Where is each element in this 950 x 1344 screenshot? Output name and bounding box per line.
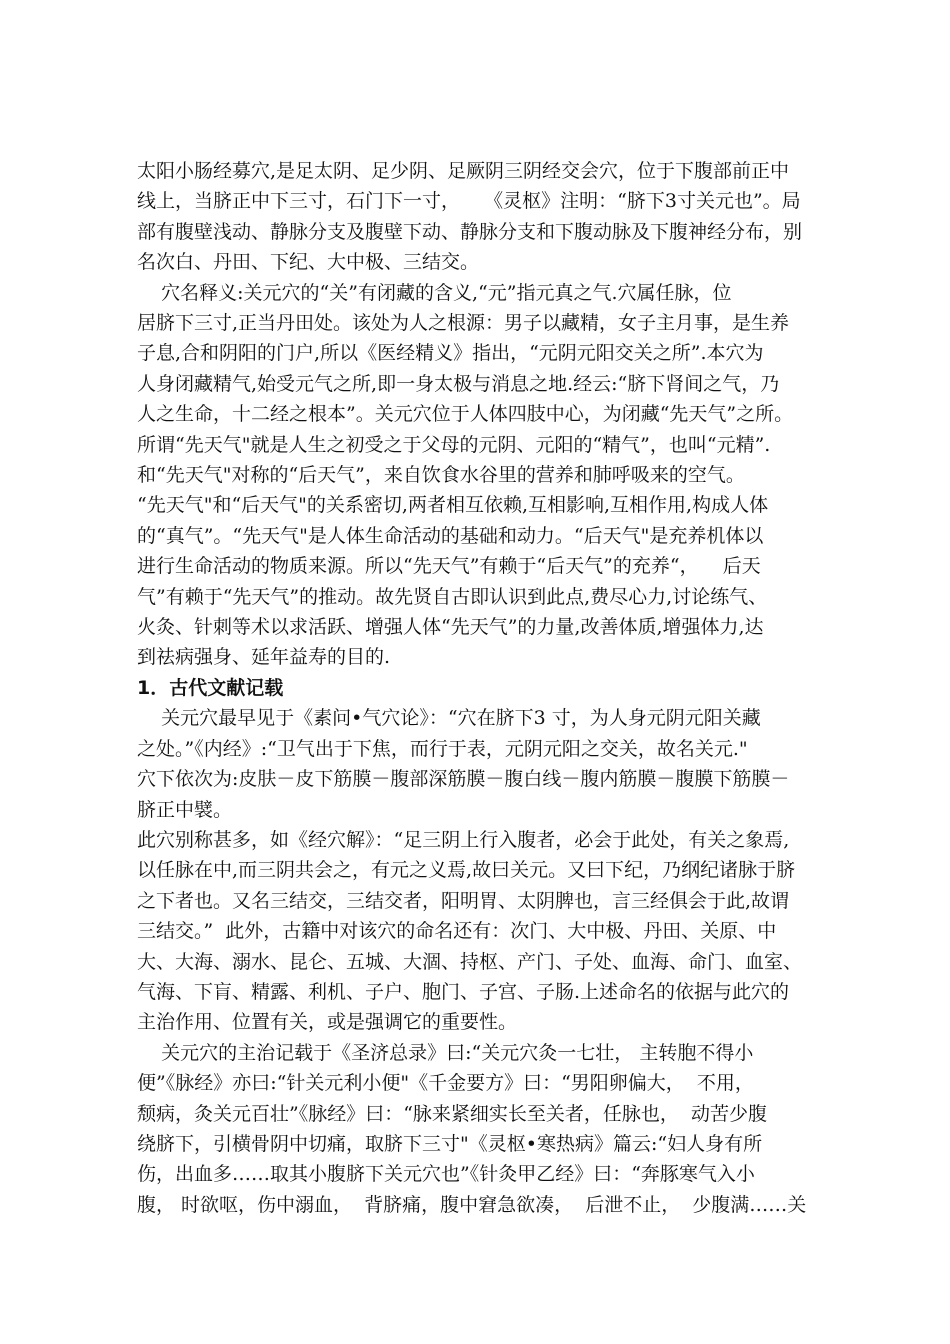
- indication-paragraph-line: 颓病，灸关元百壮”《脉经》曰：“脉来紧细实长至关者，任脉也， 动苦少腹: [137, 1103, 768, 1125]
- explanation-paragraph-line: 人身闭藏精气,始受元气之所,即一身太极与消息之地.经云:“脐下肾间之气，乃: [137, 373, 780, 395]
- explanation-paragraph-line: 居脐下三寸,正当丹田处。该处为人之根源：男子以藏精，女子主月事，是生养: [137, 312, 790, 334]
- explanation-paragraph-line: 气”有赖于“先天气”的推动。故先贤自古即认识到此点,费尽心力,讨论练气、: [137, 586, 768, 608]
- explanation-paragraph-line: 火灸、针刺等术以求活跃、增强人体“先天气”的力量,改善体质,增强体力,达: [137, 616, 764, 638]
- explanation-paragraph-line: 进行生命活动的物质来源。所以“先天气”有赖于“后天气”的充养“， 后天: [137, 555, 761, 577]
- indication-paragraph-line: 伤，出血多……取其小腹脐下关元穴也”《针灸甲乙经》曰：“奔豚寒气入小: [137, 1163, 755, 1185]
- section-heading: 1．古代文献记载: [137, 677, 284, 699]
- explanation-paragraph-line: 到祛病强身、延年益寿的目的.: [137, 646, 391, 668]
- intro-paragraph-line: 名次白、丹田、下纪、大中极、三结交。: [137, 251, 480, 273]
- literature-paragraph-line: 气海、下肓、精露、利机、子户、胞门、子宫、子肠.上述命名的依据与此穴的: [137, 981, 790, 1003]
- explanation-paragraph-line: 和“先天气"对称的“后天气”，来自饮食水谷里的营养和肺呼吸来的空气。: [137, 464, 745, 486]
- literature-paragraph-line: 主治作用、位置有关，或是强调它的重要性。: [137, 1011, 518, 1033]
- literature-paragraph-line: 大、大海、溺水、昆仑、五城、大涸、持枢、产门、子处、血海、命门、血室、: [137, 951, 803, 973]
- literature-paragraph-line: 三结交。” 此外，古籍中对该穴的命名还有：次门、大中极、丹田、关原、中: [137, 920, 777, 942]
- explanation-paragraph-line: 人之生命，十二经之根本”。关元穴位于人体四肢中心，为闭藏“先天气”之所。: [137, 403, 794, 425]
- indication-paragraph-line: 腹， 时欲呕，伤中溺血， 背脐痛，腹中窘急欲凑， 后泄不止， 少腹满……关: [137, 1194, 807, 1216]
- literature-paragraph-line: 此穴别称甚多，如《经穴解》：“足三阴上行入腹者，必会于此处，有关之象焉,: [137, 829, 790, 851]
- indication-paragraph-line: 绕脐下，引横骨阴中切痛，取脐下三寸"《灵枢•寒热病》篇云:“妇人身有所: [137, 1133, 763, 1155]
- explanation-paragraph-line: 的“真气”。“先天气"是人体生命活动的基础和动力。“后天气"是充养机体以: [137, 525, 764, 547]
- intro-paragraph-line: 太阳小肠经募穴,是足太阴、足少阴、足厥阴三阴经交会穴，位于下腹部前正中: [137, 160, 790, 182]
- literature-paragraph-line: 关元穴最早见于《素问•气穴论》：“穴在脐下3 寸，为人身元阴元阳关藏: [137, 707, 761, 729]
- intro-paragraph-line: 线上，当脐正中下三寸，石门下一寸， 《灵枢》注明：“脐下3寸关元也”。局: [137, 190, 801, 212]
- literature-paragraph-line: 脐正中襞。: [137, 799, 233, 821]
- explanation-paragraph-line: 子息,合和阴阳的门户,所以《医经精义》指出，“元阴元阳交关之所”.本穴为: [137, 342, 764, 364]
- literature-paragraph-line: 穴下依次为:皮肤－皮下筋膜－腹部深筋膜－腹白线－腹内筋膜－腹膜下筋膜－: [137, 768, 790, 790]
- explanation-paragraph-line: 所谓“先天气"就是人生之初受之于父母的元阴、元阳的“精气”，也叫“元精”.: [137, 434, 771, 456]
- literature-paragraph-line: 以任脉在中,而三阴共会之，有元之义焉,故曰关元。又曰下纪，乃纲纪诸脉于脐: [137, 859, 796, 881]
- literature-paragraph-line: 之下者也。又名三结交，三结交者，阳明胃、太阴脾也，言三经俱会于此,故谓: [137, 890, 790, 912]
- indication-paragraph-line: 关元穴的主治记载于《圣济总录》曰:“关元穴灸一七壮， 主转胞不得小: [137, 1042, 754, 1064]
- literature-paragraph-line: 之处。”《内经》:“卫气出于下焦，而行于表，元阴元阳之交关，故名关元.": [137, 738, 748, 760]
- explanation-paragraph-line: “先天气"和“后天气"的关系密切,两者相互依赖,互相影响,互相作用,构成人体: [137, 494, 769, 516]
- intro-paragraph-line: 部有腹壁浅动、静脉分支及腹壁下动、静脉分支和下腹动脉及下腹神经分布，别: [137, 221, 803, 243]
- indication-paragraph-line: 便”《脉经》亦曰:“针关元利小便"《千金要方》曰：“男阳卵偏大， 不用，: [137, 1072, 754, 1094]
- explanation-paragraph-line: 穴名释义:关元穴的“关”有闭藏的含义,“元”指元真之气.穴属任脉，位: [137, 282, 732, 304]
